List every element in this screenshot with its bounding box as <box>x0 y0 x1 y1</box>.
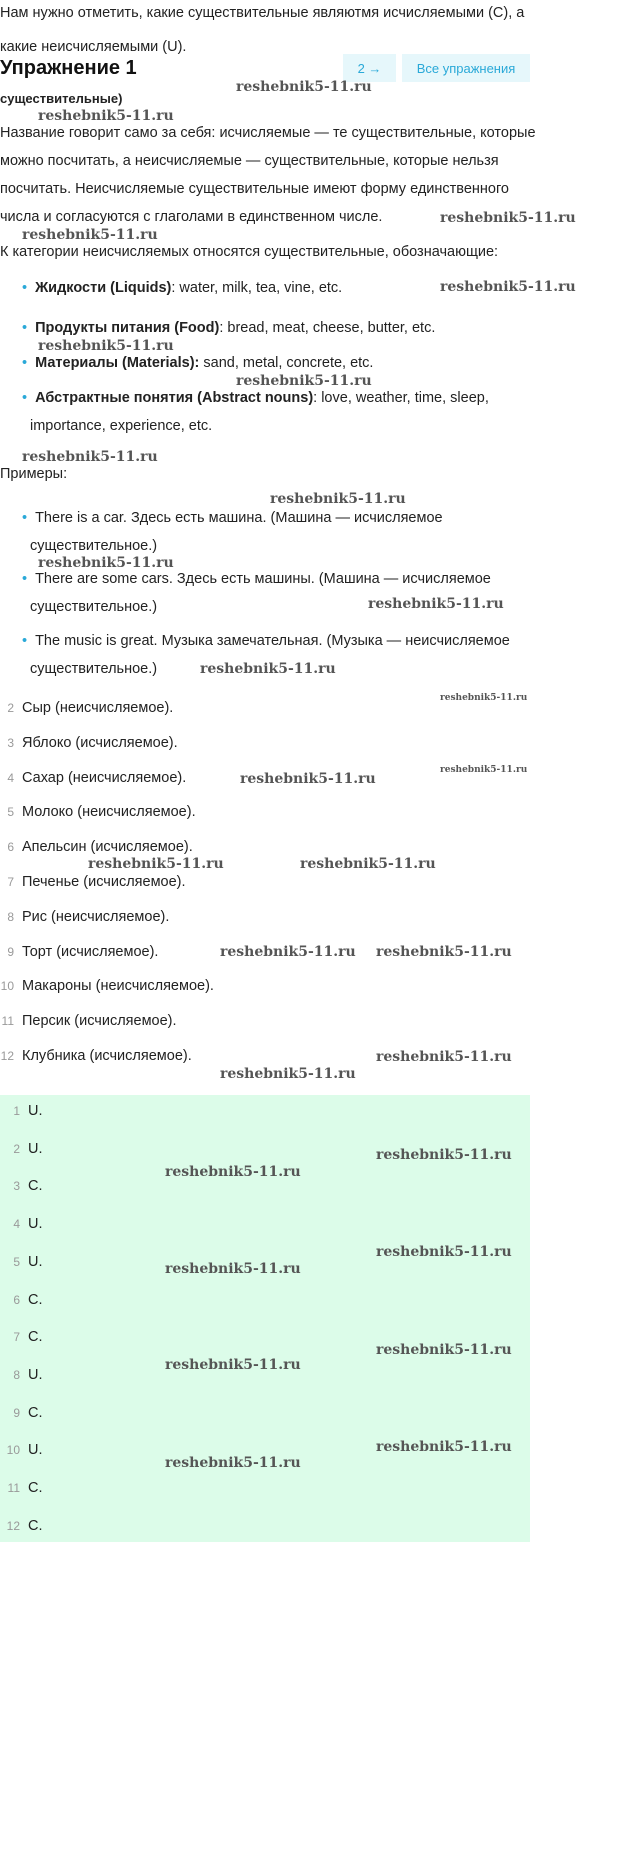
answer-item <box>0 1442 43 1459</box>
example-text: There are some cars. Здесь есть машины. (Машина — исчисляемое <box>35 571 491 587</box>
bullet-icon: • <box>22 633 28 649</box>
watermark: reshebnik5-11.ru <box>376 1049 512 1065</box>
item-text: Печенье (исчисляемое). <box>22 874 186 890</box>
category-examples: sand, metal, concrete, etc. <box>199 355 374 371</box>
item-text: Молоко (неисчисляемое). <box>22 804 196 821</box>
example-continuation: существительное.) <box>30 599 158 615</box>
paragraph-line: Название говорит само за себя: исчисляемые — те существительные, которые <box>0 125 536 141</box>
watermark: reshebnik5-11.ru <box>220 1066 356 1082</box>
item-text: Торт (исчисляемое). <box>22 943 159 960</box>
answer-text: U. <box>28 1253 43 1270</box>
list-item <box>0 735 178 752</box>
example-item <box>22 571 491 588</box>
watermark: reshebnik5-11.ru <box>220 944 356 960</box>
watermark: reshebnik5-11.ru <box>368 596 504 612</box>
item-text: Апельсин (исчисляемое). <box>22 839 193 856</box>
category-examples: : love, weather, time, sleep, <box>313 390 489 406</box>
paragraph-line: числа и согласуются с глаголами в единственном числе. <box>0 209 383 225</box>
item-number: 3 <box>7 735 14 750</box>
answer-number: 3 <box>13 1179 20 1194</box>
answer-item <box>0 1367 43 1384</box>
list-item <box>0 839 193 856</box>
answer-text: U. <box>28 1140 43 1157</box>
category-examples: : water, milk, tea, vine, etc. <box>171 280 343 296</box>
category-name: Жидкости (Liquids) <box>35 280 172 296</box>
category-name: Материалы (Materials): <box>35 355 200 371</box>
item-number: 5 <box>7 805 14 820</box>
list-item <box>0 874 186 891</box>
item-number: 4 <box>7 770 14 785</box>
answer-text: U. <box>28 1216 43 1233</box>
intro-line: какие неисчисляемыми (U). <box>0 39 187 55</box>
answer-number: 12 <box>6 1518 20 1533</box>
item-number: 12 <box>0 1049 14 1063</box>
answer-text: U. <box>28 1442 43 1459</box>
watermark: reshebnik5-11.ru <box>376 944 512 960</box>
examples-label: Примеры: <box>0 466 68 482</box>
answer-item <box>0 1216 43 1233</box>
item-number: 9 <box>7 944 14 959</box>
list-item <box>0 804 196 821</box>
watermark: reshebnik5-11.ru <box>440 210 576 226</box>
answer-number: 7 <box>13 1330 20 1345</box>
watermark: reshebnik5-11.ru <box>165 1261 301 1277</box>
watermark: reshebnik5-11.ru <box>200 661 336 677</box>
bullet-icon: • <box>22 390 28 406</box>
bullet-icon: • <box>22 320 28 336</box>
answer-item <box>0 1178 43 1195</box>
answer-item <box>0 1254 43 1271</box>
item-number: 7 <box>7 875 14 889</box>
answer-item <box>0 1141 43 1158</box>
fragment-text: существительные) <box>0 91 123 106</box>
watermark: reshebnik5-11.ru <box>376 1342 512 1358</box>
item-text: Яблоко (исчисляемое). <box>22 734 178 751</box>
bullet-icon: • <box>22 280 28 296</box>
answer-number: 6 <box>13 1292 20 1307</box>
category-item <box>22 280 342 297</box>
bullet-icon: • <box>22 571 28 587</box>
example-continuation: существительное.) <box>30 538 158 554</box>
example-text: There is a car. Здесь есть машина. (Машина — исчисляемое <box>35 510 443 526</box>
categories-intro: К категории неисчисляемых относятся существительные, обозначающие: <box>0 244 499 260</box>
answer-text: C. <box>28 1404 43 1421</box>
category-name: Продукты питания (Food) <box>35 320 220 336</box>
watermark: reshebnik5-11.ru <box>38 338 174 354</box>
watermark: reshebnik5-11.ru <box>440 693 528 703</box>
answer-text: C. <box>28 1291 43 1308</box>
next-exercise-button[interactable]: 2 → <box>343 54 396 82</box>
paragraph-line: посчитать. Неисчисляемые существительные имеют форму единственного <box>0 181 509 197</box>
paragraph-line: можно посчитать, а неисчисляемые — существительные, которые нельзя <box>0 153 499 169</box>
item-text: Сыр (неисчисляемое). <box>22 700 174 716</box>
watermark: reshebnik5-11.ru <box>270 491 406 507</box>
answer-text: U. <box>28 1103 43 1119</box>
example-item <box>22 633 510 650</box>
answer-number: 8 <box>13 1367 20 1382</box>
watermark: reshebnik5-11.ru <box>440 765 528 775</box>
answer-number: 2 <box>13 1141 20 1156</box>
watermark: reshebnik5-11.ru <box>38 555 174 571</box>
example-continuation: существительное.) <box>30 661 158 677</box>
watermark: reshebnik5-11.ru <box>376 1147 512 1163</box>
bullet-icon: • <box>22 355 28 371</box>
category-item <box>22 390 489 407</box>
answer-item <box>0 1292 43 1309</box>
watermark: reshebnik5-11.ru <box>22 227 158 243</box>
answer-text: C. <box>28 1329 43 1346</box>
item-number: 2 <box>7 701 14 715</box>
watermark: reshebnik5-11.ru <box>38 108 174 124</box>
item-text: Персик (исчисляемое). <box>22 1013 177 1030</box>
answer-number: 5 <box>13 1254 20 1269</box>
answer-item <box>0 1329 43 1346</box>
answer-text: U. <box>28 1366 43 1383</box>
answer-number: 9 <box>13 1405 20 1420</box>
page-title: Упражнение 1 <box>0 57 137 79</box>
item-text: Сахар (неисчисляемое). <box>22 769 187 786</box>
answer-number: 11 <box>7 1481 20 1495</box>
list-item <box>0 909 169 926</box>
answer-text: C. <box>28 1480 43 1496</box>
item-number: 6 <box>7 840 14 855</box>
watermark: reshebnik5-11.ru <box>165 1455 301 1471</box>
watermark: reshebnik5-11.ru <box>165 1164 301 1180</box>
answer-number: 10 <box>6 1443 20 1458</box>
watermark: reshebnik5-11.ru <box>300 856 436 872</box>
item-text: Клубника (исчисляемое). <box>22 1048 192 1064</box>
category-continuation: importance, experience, etc. <box>30 418 213 434</box>
example-item <box>22 510 443 527</box>
answer-item <box>0 1480 43 1497</box>
watermark: reshebnik5-11.ru <box>236 373 372 389</box>
watermark: reshebnik5-11.ru <box>88 856 224 872</box>
list-item <box>0 1013 177 1030</box>
answer-text: C. <box>28 1517 43 1534</box>
item-number: 10 <box>0 979 14 994</box>
answer-item <box>0 1405 43 1422</box>
item-number: 11 <box>1 1014 14 1029</box>
category-name: Абстрактные понятия (Abstract nouns) <box>35 390 314 406</box>
list-item <box>0 770 186 787</box>
item-number: 8 <box>7 909 14 924</box>
category-item <box>22 320 435 337</box>
answer-number: 1 <box>13 1104 20 1118</box>
bullet-icon: • <box>22 510 28 526</box>
watermark: reshebnik5-11.ru <box>165 1357 301 1373</box>
list-item <box>0 944 158 961</box>
category-item <box>22 355 373 372</box>
intro-line: Нам нужно отметить, какие существительные являютмя исчисляемыми (C), а <box>0 5 525 21</box>
watermark: reshebnik5-11.ru <box>236 79 372 95</box>
watermark: reshebnik5-11.ru <box>22 449 158 465</box>
all-exercises-button[interactable]: Все упражнения <box>402 54 530 82</box>
list-item <box>0 978 214 995</box>
answer-item <box>0 1103 43 1120</box>
list-item <box>0 1048 192 1065</box>
example-text: The music is great. Музыка замечательная. (Музыка — неисчисляемое <box>35 633 510 649</box>
watermark: reshebnik5-11.ru <box>376 1439 512 1455</box>
watermark: reshebnik5-11.ru <box>240 771 376 787</box>
category-examples: : bread, meat, cheese, butter, etc. <box>219 320 436 336</box>
watermark: reshebnik5-11.ru <box>376 1244 512 1260</box>
answer-item <box>0 1518 43 1535</box>
answer-number: 4 <box>13 1217 20 1232</box>
item-text: Рис (неисчисляемое). <box>22 908 170 925</box>
answer-text: C. <box>28 1178 43 1195</box>
list-item <box>0 700 173 717</box>
watermark: reshebnik5-11.ru <box>440 279 576 295</box>
item-text: Макароны (неисчисляемое). <box>22 978 214 995</box>
